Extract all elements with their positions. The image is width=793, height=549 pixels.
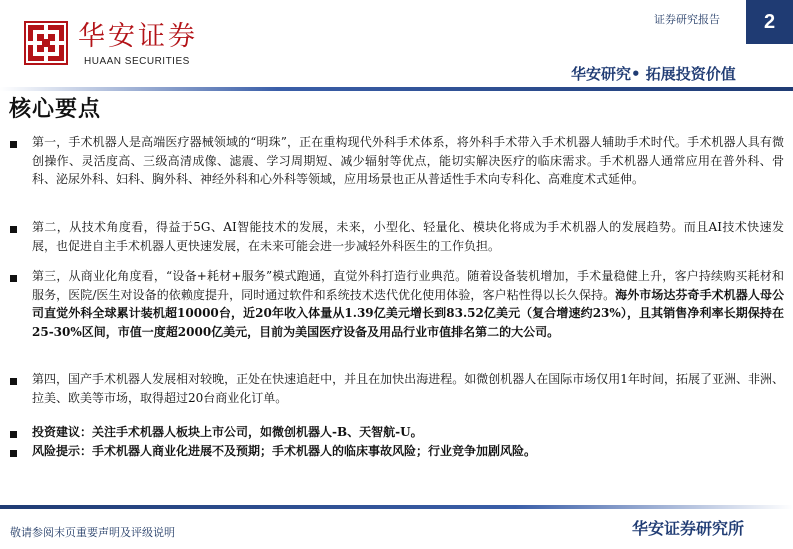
bullet-square-icon xyxy=(10,431,17,438)
risk-warning-text: 风险提示：手术机器人商业化进展不及预期；手术机器人的临床事故风险；行业竞争加剧风险。 xyxy=(32,444,537,458)
page-number: 2 xyxy=(746,0,793,44)
brand-name-cn: 华安证券 xyxy=(78,21,198,52)
header-divider xyxy=(0,87,793,91)
footer-divider xyxy=(0,505,793,509)
investment-advice-text: 投资建议：关注手术机器人板块上市公司，如微创机器人-B、天智航-U。 xyxy=(32,425,423,439)
report-type-label: 证券研究报告 xyxy=(654,13,720,26)
page-title: 核心要点 xyxy=(9,96,102,122)
bullet-square-icon xyxy=(10,275,17,282)
header-slogan: 华安研究• 拓展投资价值 xyxy=(571,65,736,83)
disclaimer-note: 敬请参阅末页重要声明及评级说明 xyxy=(10,526,175,539)
brand-name-en: HUAAN SECURITIES xyxy=(84,56,190,67)
bullet-square-icon xyxy=(10,141,17,148)
huaan-logo-icon xyxy=(24,21,68,65)
key-point-text: 第四，国产手术机器人发展相对较晚，正处在快速追赶中，并且在加快出海进程。如微创机器人在国际市场仅用1年时间，拓展了亚洲、非洲、拉美、欧美等市场，取得超过20台商业化订单。 xyxy=(32,372,784,405)
key-point-text: 第一，手术机器人是高端医疗器械领域的“明珠”，正在重构现代外科手术体系，将外科手术带入手术机器人辅助手术时代。手术机器人具有微创操作、灵活度高、三级高清成像、滤震、学习周期短、减少辐射等优点，能切实解决医疗的临床需求。手术机器人通常应用在普外科、骨科、泌尿外科、妇科、胸外科、神经外科和心外科等领域，应用场景也正从普适性手术向专科化、高难度术式延伸。 xyxy=(32,135,784,186)
bullet-square-icon xyxy=(10,450,17,457)
footer-brand: 华安证券研究所 xyxy=(632,519,745,538)
key-point-text: 第二，从技术角度看，得益于5G、AI智能技术的发展，未来，小型化、轻量化、模块化将成为手术机器人的发展趋势。而且AI技术快速发展，也促进自主手术机器人更快速发展，在未来可能会进一步减轻外科医生的工作负担。 xyxy=(32,220,784,253)
bullet-square-icon xyxy=(10,226,17,233)
bullet-square-icon xyxy=(10,378,17,385)
key-point-text: 第三，从商业化角度看，“设备+耗材+服务”模式跑通，直觉外科打造行业典范。随着设备装机增加，手术量稳健上升，客户持续购买耗材和服务，医院/医生对设备的依赖度提升，同时通过软件和系统技术迭代优化使用体验，客户粘性得以长久保持。海外市场达芬奇手术机器人母公司直觉外科全球累计装机超10000台，近20年收入体量从1.39亿美元增长到83.52亿美元（复合增速约23%），且其销售净利率长期保持在25-30%区间，市值一度超2000亿美元，目前为美国医疗设备及用品行业市值排名第二的大公司。 xyxy=(32,269,784,339)
